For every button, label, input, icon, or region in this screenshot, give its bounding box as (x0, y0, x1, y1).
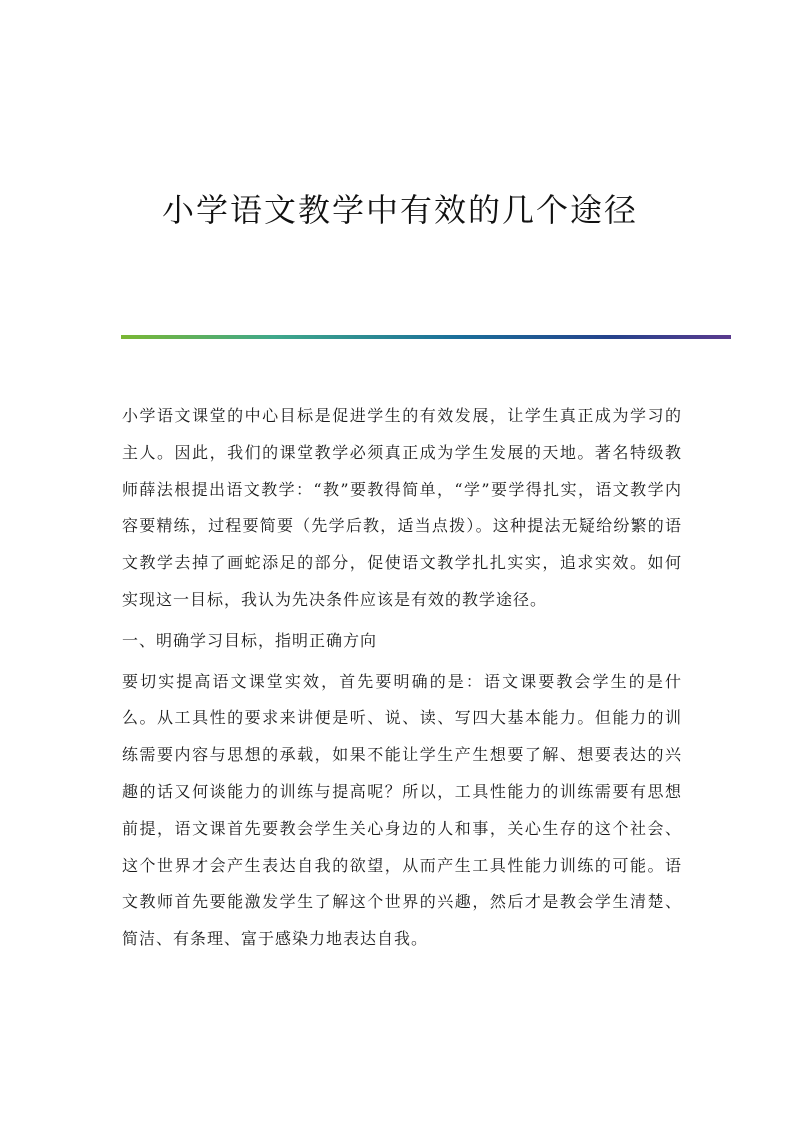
section-paragraph: 要切实提高语文课堂实效，首先要明确的是：语文课要教会学生的是什么。从工具性的要求来讲便是听、说、读、写四大基本能力。但能力的训练需要内容与思想的承载，如果不能让学生产生想要了解、想要表达的兴趣的话又何谈能力的训练与提高呢？所以，工具性能力的训练需要有思想前提，语文课首先要教会学生关心身边的人和事，关心生存的这个社会、这个世界才会产生表达自我的欲望，从而产生工具性能力训练的可能。语文教师首先要能激发学生了解这个世界的兴趣，然后才是教会学生清楚、简洁、有条理、富于感染力地表达自我。 (122, 671, 682, 949)
title-divider (121, 335, 731, 339)
intro-paragraph: 小学语文课堂的中心目标是促进学生的有效发展，让学生真正成为学习的主人。因此，我们的课堂教学必须真正成为学生发展的天地。著名特级教师薛法根提出语文教学：“教”要教得简单，“学”要学得扎实，语文教学内容要精练，过程要简要（先学后教，适当点拨）。这种提法无疑给纷繁的语文教学去掉了画蛇添足的部分，促使语文教学扎扎实实，追求实效。如何实现这一目标，我认为先决条件应该是有效的教学途径。 (122, 406, 682, 609)
document-body (122, 398, 682, 958)
section-heading: 一、明确学习目标，指明正确方向 (122, 630, 378, 650)
page-title: 小学语文教学中有效的几个途径 (161, 191, 638, 229)
